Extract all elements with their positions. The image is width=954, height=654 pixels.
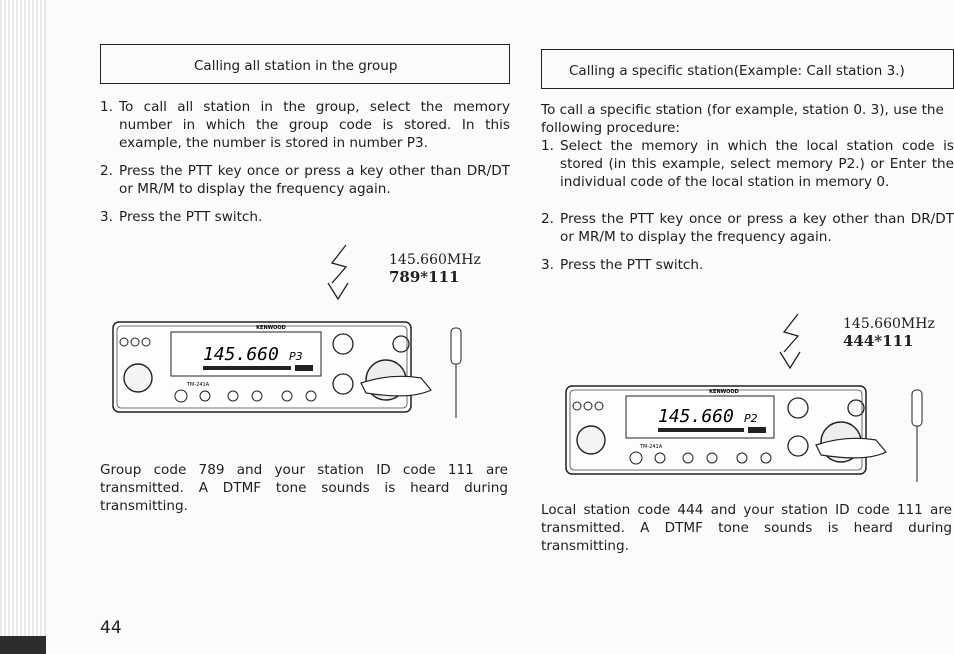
left-microphone-icon bbox=[451, 328, 461, 364]
right-transmit-bolt-icon bbox=[778, 312, 806, 370]
left-signal-meter bbox=[203, 366, 291, 370]
left-caption: Group code 789 and your station ID code 111 are transmitted. A DTMF tone sounds is heard during transmitting. bbox=[100, 462, 508, 514]
right-step-1: 1. Select the memory in which the local station code is stored (in this example, select memory P2.) or Enter the individual code of the local station in memory 0. bbox=[541, 138, 954, 190]
right-section-title: Calling a specific station(Example: Call station 3.) bbox=[541, 49, 954, 89]
left-steps bbox=[100, 98, 510, 226]
left-column bbox=[100, 44, 510, 226]
right-on-air-lamp bbox=[748, 427, 766, 433]
left-frequency: 145.660MHz bbox=[389, 252, 481, 268]
left-radio-model: TM-241A bbox=[187, 382, 210, 388]
left-radio-brand: KENWOOD bbox=[256, 325, 286, 331]
right-radio-model: TM-241A bbox=[640, 444, 663, 450]
right-lcd-frequency: 145.660 bbox=[658, 406, 734, 427]
page-edge bbox=[0, 0, 46, 654]
right-steps bbox=[541, 137, 954, 274]
right-microphone-icon bbox=[912, 390, 922, 426]
left-code: 789*111 bbox=[389, 268, 460, 286]
left-step-1: 1. To call all station in the group, select the memory number in which the group code is stored. In this example, the number is stored in number P3. bbox=[100, 99, 510, 151]
right-signal-meter bbox=[658, 428, 744, 432]
left-transmit-bolt-icon bbox=[326, 243, 354, 301]
right-code: 444*111 bbox=[843, 332, 914, 350]
left-section-title: Calling all station in the group bbox=[100, 44, 510, 84]
right-intro: To call a specific station (for example, station 0. 3), use the following procedure: bbox=[541, 102, 944, 136]
right-dial-knob-icon bbox=[577, 426, 605, 454]
right-step-2: 2. Press the PTT key once or press a key other than DR/DT or MR/M to display the frequency again. bbox=[541, 211, 954, 245]
left-dial-knob-icon bbox=[124, 364, 152, 392]
left-step-2: 2. Press the PTT key once or press a key other than DR/DT or MR/M to display the frequency again. bbox=[100, 163, 510, 197]
right-column bbox=[541, 44, 954, 274]
page-edge-shadow bbox=[0, 636, 46, 654]
right-caption: Local station code 444 and your station ID code 111 are transmitted. A DTMF tone sounds is heard during transmitting. bbox=[541, 502, 952, 554]
right-step-3: 3. Press the PTT switch. bbox=[541, 257, 704, 273]
right-radio-brand: KENWOOD bbox=[709, 389, 739, 395]
right-lcd-channel: P2 bbox=[744, 412, 758, 425]
left-frequency-label bbox=[389, 252, 481, 286]
page-number: 44 bbox=[100, 618, 122, 638]
right-radio-illustration bbox=[564, 382, 944, 492]
left-radio-illustration bbox=[111, 318, 471, 428]
left-step-3: 3. Press the PTT switch. bbox=[100, 209, 263, 225]
right-frequency-label bbox=[843, 316, 935, 350]
left-lcd-channel: P3 bbox=[289, 350, 303, 363]
left-on-air-lamp bbox=[295, 365, 313, 371]
right-frequency: 145.660MHz bbox=[843, 316, 935, 332]
left-lcd-frequency: 145.660 bbox=[203, 344, 279, 365]
